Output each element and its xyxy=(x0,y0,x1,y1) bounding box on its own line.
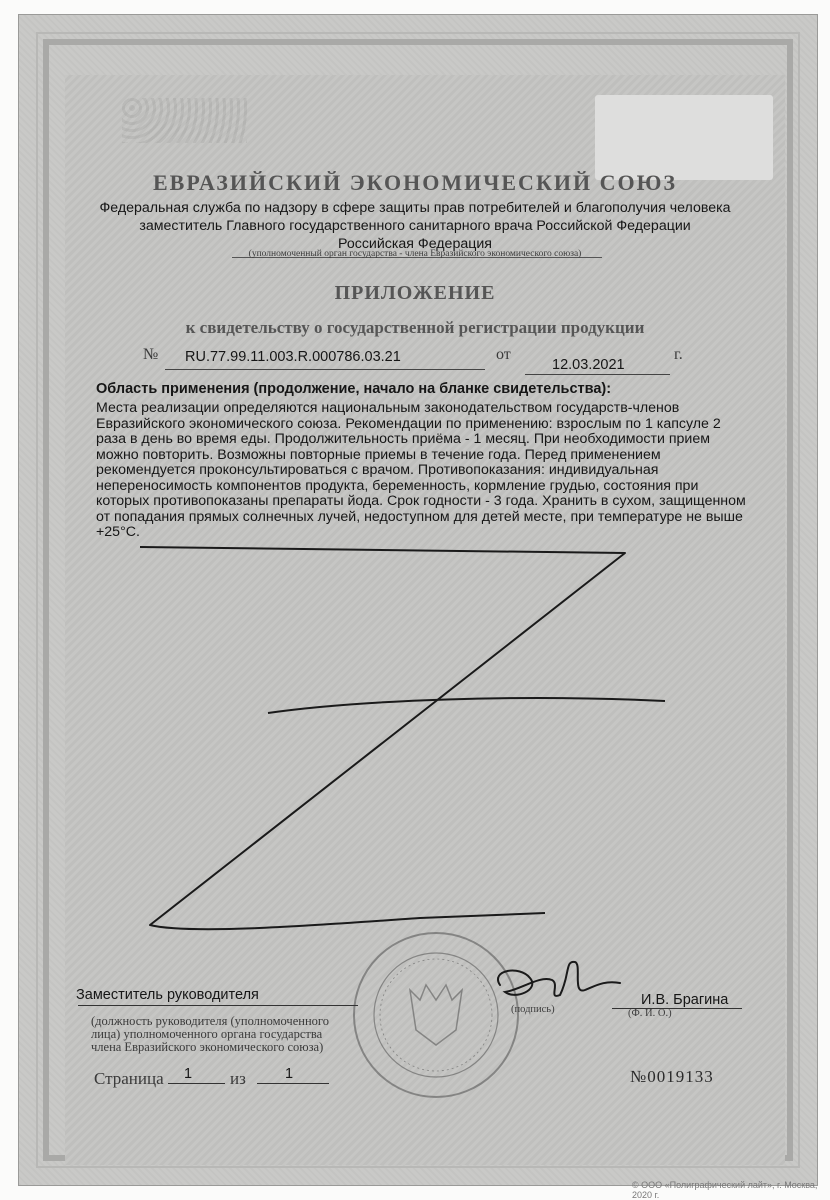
form-serial-number: №0019133 xyxy=(630,1067,714,1086)
signatory-name: И.В. Брагина xyxy=(641,992,729,1008)
position-caption-line: лица) уполномоченного органа государства xyxy=(91,1027,323,1041)
document-title: ПРИЛОЖЕНИЕ xyxy=(334,282,496,304)
scope-line: раза в день во время еды. Продолжительность приёма - 1 месяц. При необходимости прием xyxy=(96,431,711,447)
page-number: 1 xyxy=(184,1066,193,1082)
ministry-line-1: Федеральная служба по надзору в сфере защиты прав потребителей и благополучия человека xyxy=(99,200,731,216)
signature-caption: (подпись) xyxy=(511,1004,555,1015)
deputy-position: Заместитель руководителя xyxy=(76,987,259,1003)
position-caption-line: члена Евразийского экономического союза) xyxy=(91,1040,324,1054)
fio-caption: (Ф. И. О.) xyxy=(628,1008,672,1019)
page-underline xyxy=(168,1083,225,1084)
registration-date: 12.03.2021 xyxy=(552,357,625,373)
scope-line: +25°С. xyxy=(96,524,140,540)
position-underline xyxy=(78,1005,358,1006)
scope-line: которых противопоказаны препараты йода. Срок годности - 3 года. Хранить в сухом, защищенном xyxy=(96,493,746,509)
date-from-label: от xyxy=(496,346,511,363)
page-label: Страница xyxy=(94,1069,164,1088)
scope-line: непереносимость компонентов продукта, беременность, кормление грудью, состояния при xyxy=(96,477,699,494)
scope-line: можно повторить. Возможны повторные приемы в течение года. Перед применением xyxy=(96,446,661,463)
union-title: ЕВРАЗИЙСКИЙ ЭКОНОМИЧЕСКИЙ СОЮЗ xyxy=(152,170,678,195)
authority-caption: (уполномоченный орган государства - члена Евразийского экономического союза) xyxy=(248,249,582,259)
total-underline xyxy=(257,1083,329,1084)
scope-line: рекомендуется проконсультироваться с врачом. Противопоказания: индивидуальная xyxy=(96,462,659,478)
position-caption-line: (должность руководителя (уполномоченного xyxy=(91,1014,329,1028)
year-suffix: г. xyxy=(674,346,683,363)
of-label: из xyxy=(230,1069,246,1088)
scope-line: от попадания прямых солнечных лучей, недоступном для детей месте, при температуре не выше xyxy=(96,508,743,525)
printer-footer: © ООО «Полиграфический лайт», г. Москва, 2020 г. xyxy=(632,1180,818,1200)
position-caption xyxy=(91,1015,391,1054)
document-subtitle: к свидетельству о государственной регистрации продукции xyxy=(185,318,645,337)
scope-line: Места реализации определяются национальным законодательством государств-членов xyxy=(96,400,680,416)
registration-number: RU.77.99.11.003.R.000786.03.21 xyxy=(185,349,401,365)
scope-line: Евразийского экономического союза. Рекомендации по применению: взрослым по 1 капсуле 2 xyxy=(96,415,721,432)
ministry-line-2: заместитель Главного государственного санитарного врача Российской Федерации xyxy=(139,218,691,234)
page-total: 1 xyxy=(285,1066,294,1082)
scope-heading: Область применения (продолжение, начало на бланке свидетельства): xyxy=(96,381,612,397)
ministry-line-3: Российская Федерация xyxy=(338,236,492,252)
number-label: № xyxy=(143,346,159,363)
